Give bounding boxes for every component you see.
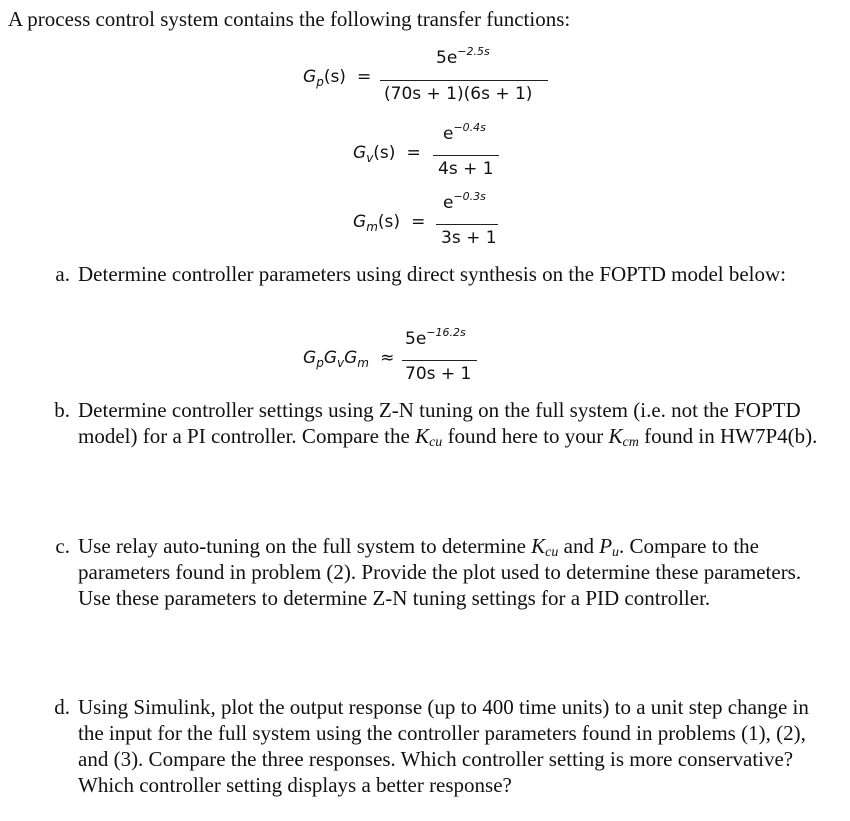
foptd-denominator: 70s + 1: [405, 364, 472, 384]
gm-lhs-arg: (s): [377, 212, 401, 232]
gm-numerator: $e^{-0.3s}$: [443, 190, 486, 213]
gp-lhs: G: [303, 67, 317, 87]
gm-fraction-line: [436, 224, 498, 225]
gv-denominator: 4s + 1: [438, 159, 494, 179]
intro-text: A process control system contains the following transfer functions:: [8, 7, 571, 31]
item-b-label: b.: [54, 398, 70, 422]
foptd-approx: ≈: [380, 348, 395, 368]
gp-lhs-sub: p: [316, 75, 324, 90]
gv-lhs-arg: (s): [373, 143, 396, 163]
gv-lhs: G: [353, 143, 367, 163]
gm-denominator: 3s + 1: [441, 228, 497, 248]
item-d-text: Using Simulink, plot the output response (up to 400 time units) to a unit step change in the input for the full system using the controller parameters found in problems (1), (2), and (3). Compare the three responses. Which controller setting is more conservative? Which controller setting displays a better response?: [78, 695, 809, 797]
item-a-label: a.: [55, 262, 70, 286]
gp-equals: =: [357, 67, 372, 87]
item-c-text: Use relay auto-tuning on the full system to determine $K_{cu}$ and $P_u$. Compare to the parameters found in problem (2). Provide the plot used to determine these parameters. Use these parameters to determine Z-N tuning settings for a PID controller.: [78, 534, 802, 610]
foptd-fraction-line: [402, 360, 477, 361]
gm-lhs-sub: m: [366, 220, 378, 235]
gm-lhs: G: [353, 212, 367, 232]
item-b-text: Determine controller settings using Z-N tuning on the full system (i.e. not the FOPTD model) for a PI controller. Compare the $K_{cu}$ found here to your $K_{cm}$ found in HW7P4(b).: [78, 398, 818, 450]
item-c-label: c.: [55, 534, 70, 558]
gv-equals: =: [406, 143, 421, 163]
gp-numerator: $5e^{-2.5s}$: [436, 45, 490, 68]
gv-fraction-line: [433, 155, 499, 156]
gv-numerator: $e^{-0.4s}$: [443, 121, 486, 144]
gp-fraction-line: [380, 80, 548, 81]
item-a-text: Determine controller parameters using direct synthesis on the FOPTD model below:: [78, 262, 787, 286]
item-d-label: d.: [54, 695, 70, 719]
gv-lhs-sub: v: [366, 151, 374, 166]
foptd-numerator: $5e^{-16.2s}$: [405, 326, 466, 349]
gm-equals: =: [411, 212, 426, 232]
gp-denominator: (70s + 1)(6s + 1): [384, 84, 533, 104]
gp-lhs-arg: (s): [323, 67, 346, 87]
